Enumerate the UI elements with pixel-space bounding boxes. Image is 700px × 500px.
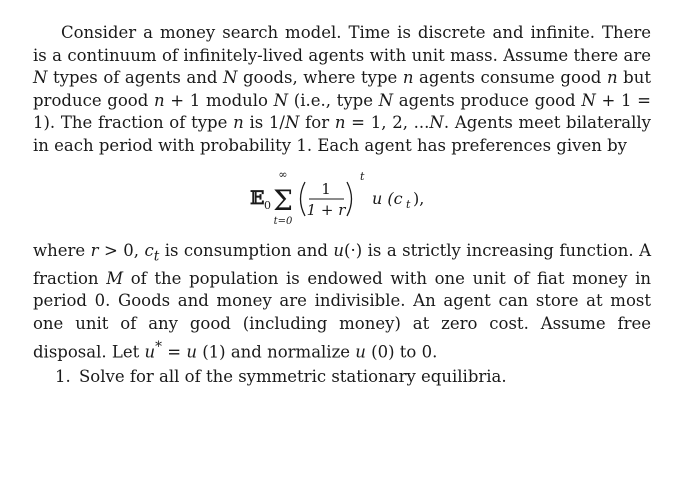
left-paren (301, 182, 306, 216)
math-var: n (334, 113, 346, 133)
math-var: n (606, 68, 618, 88)
text-run: is 1/ (243, 113, 285, 133)
text-run: (i.e., type (288, 90, 379, 110)
question-item-1 (55, 366, 655, 389)
sum-upper-limit: ∞ (278, 168, 288, 181)
utility-subscript: t (406, 198, 411, 211)
text-run: > 0, (98, 241, 145, 260)
text-run: of the population is endowed with one unit of fiat money in period 0. Goods and money are indivisible. An agent can store at most one unit of any good (including money) at zero cost. Assume free disposal. Let (33, 268, 651, 362)
text-run: Consider a money search model. Time is discrete and infinite. There is a continuum of infinitely-lived agents with unit mass. Assume there are (33, 23, 651, 65)
problem-paragraph-2 (33, 240, 651, 364)
summation-symbol: Σ (273, 184, 293, 217)
text-run: types of agents and (47, 68, 223, 88)
text-run: . Agents meet bilaterally in each period with probability 1. Each agent has preferences given by (33, 113, 652, 155)
utility-close: ), (413, 189, 425, 208)
math-subscript: t (153, 248, 160, 265)
question-text: Solve for all of the symmetric stationary equilibria. (79, 367, 507, 386)
expectation-operator: 𝔼 (250, 187, 265, 209)
text-run: + 1 = 1). The fraction of type (33, 90, 651, 133)
text-run: agents consume good (413, 68, 607, 88)
text-run: where (33, 241, 91, 260)
problem-paragraph-1 (33, 22, 651, 158)
math-var: u (333, 241, 345, 260)
math-var: u (186, 342, 197, 362)
math-var: n (233, 113, 244, 133)
question-number: 1. (55, 367, 71, 386)
math-var: N (222, 68, 238, 88)
text-run: + 1 modulo (164, 90, 274, 110)
math-var: N (273, 90, 289, 110)
utility-term: u (c (372, 189, 403, 208)
text-run: = 1, 2, ... (345, 113, 430, 133)
text-run: = (162, 342, 187, 362)
math-var: n (402, 68, 414, 88)
fraction-denominator: 1 + r (306, 201, 346, 219)
text-run: (·) is a strictly increasing function. A fraction (33, 241, 652, 288)
math-var: r (90, 241, 99, 260)
fraction-numerator: 1 (321, 180, 331, 198)
text-run: (1) and normalize (196, 342, 356, 362)
sum-lower-limit: t=0 (273, 216, 293, 227)
preferences-equation (250, 170, 460, 232)
text-run: but produce good (33, 68, 651, 110)
math-var: N (284, 113, 300, 133)
right-paren (347, 182, 352, 216)
expectation-subscript: 0 (264, 199, 271, 212)
math-var: M (106, 268, 124, 288)
math-var: N (429, 113, 444, 133)
text-run: goods, where type (237, 68, 403, 88)
math-var: n (153, 90, 165, 110)
text-run: (0) to 0. (365, 342, 438, 362)
exponent: t (360, 170, 365, 183)
text-run: is consumption and (159, 241, 334, 260)
math-var: c (144, 241, 154, 260)
text-run: agents produce good (393, 90, 582, 110)
text-run: for (299, 113, 335, 133)
math-var: u (144, 342, 156, 362)
math-var: N (378, 90, 394, 110)
math-superscript: * (155, 338, 162, 355)
math-var: u (355, 342, 366, 362)
math-var: N (581, 90, 596, 110)
math-var: N (33, 68, 48, 88)
